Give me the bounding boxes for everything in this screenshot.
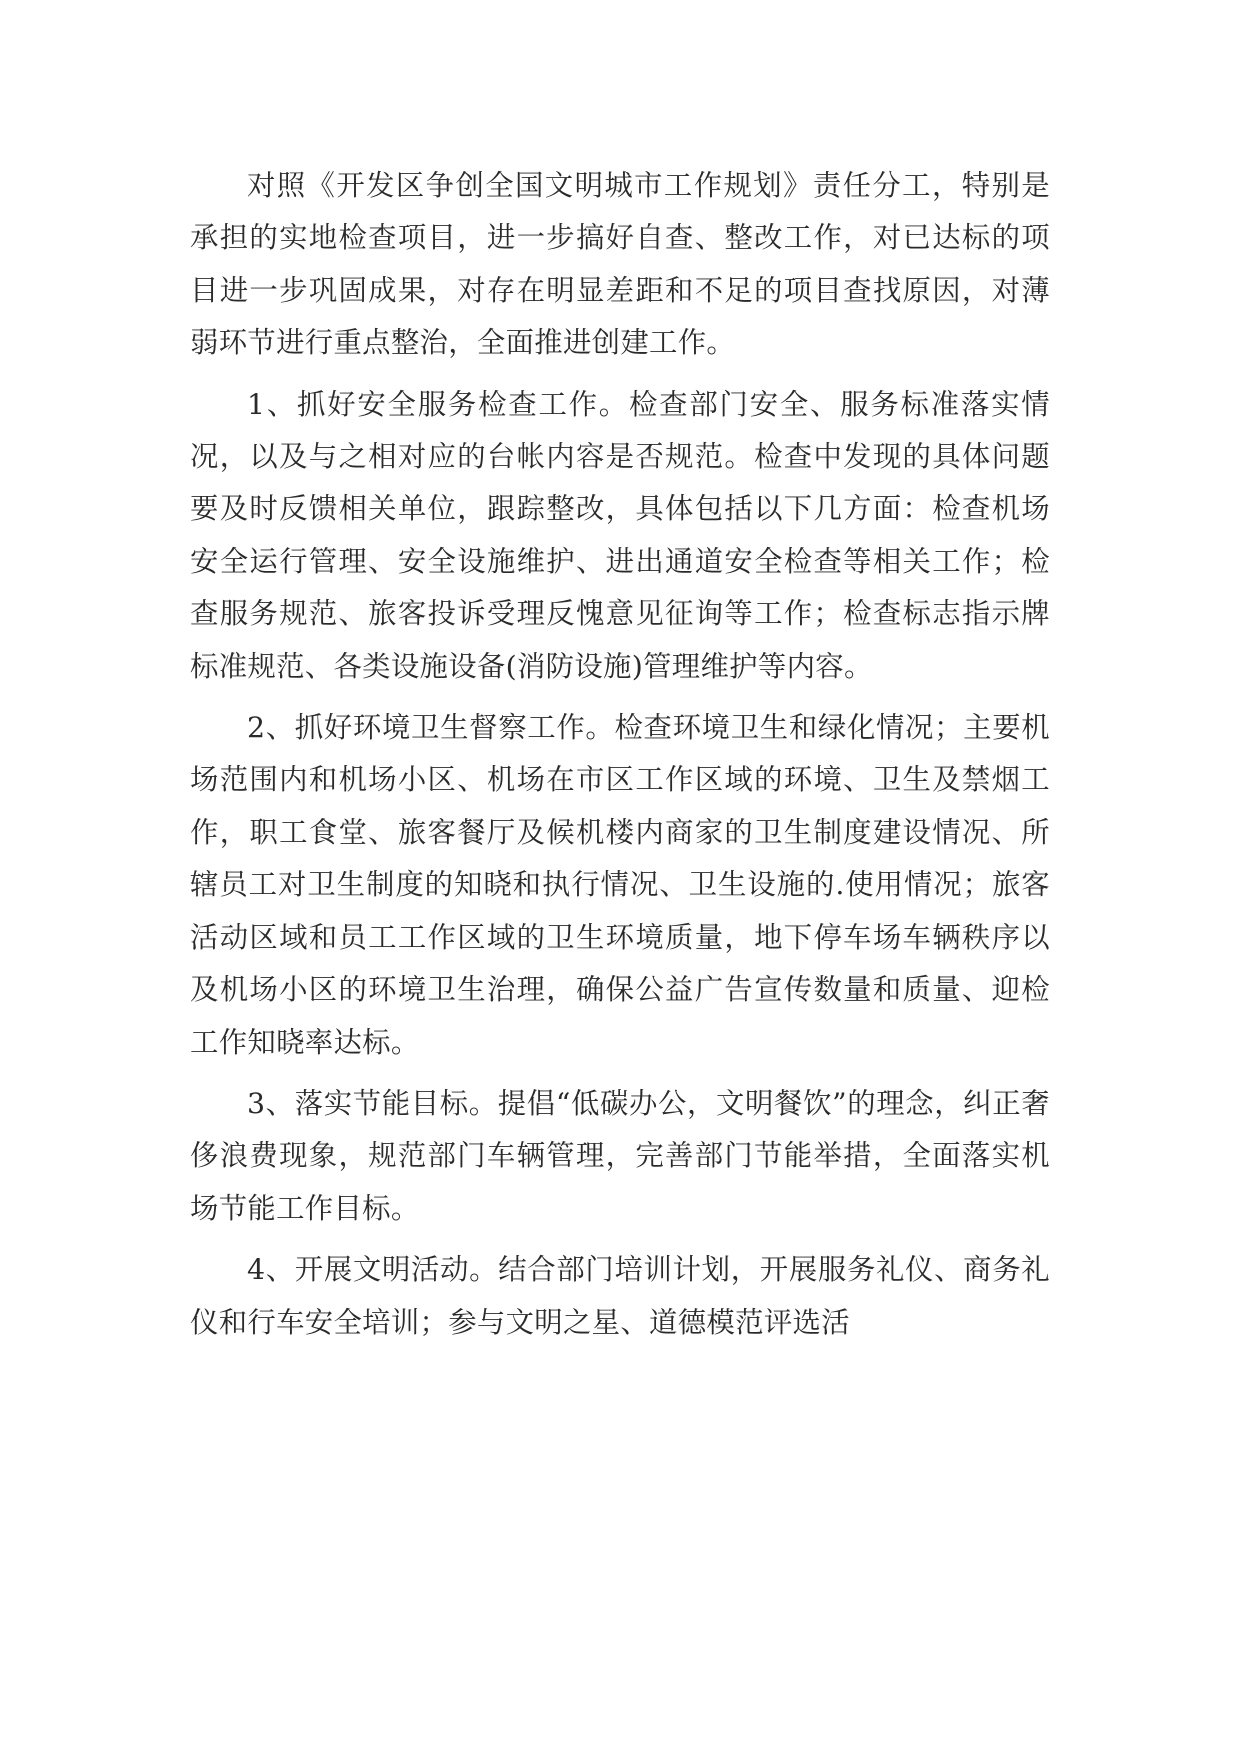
paragraph-safety-inspection: 1、抓好安全服务检查工作。检查部门安全、服务标准落实情况，以及与之相对应的台帐内容是否规范。检查中发现的具体问题要及时反馈相关单位，跟踪整改，具体包括以下几方面：检查机场安全运行管理、安全设施维护、进出通道安全检查等相关工作；检查服务规范、旅客投诉受理反愧意见征询等工作；检查标志指示牌标准规范、各类设施设备(消防设施)管理维护等内容。	[190, 387, 1050, 683]
paragraph-intro: 对照《开发区争创全国文明城市工作规划》责任分工，特别是承担的实地检查项目，进一步搞好自查、整改工作，对已达标的项目进一步巩固成果，对存在明显差距和不足的项目查找原因，对薄弱环节进行重点整治，全面推进创建工作。	[190, 169, 1050, 360]
paragraph-environment-hygiene: 2、抓好环境卫生督察工作。检查环境卫生和绿化情况；主要机场范围内和机场小区、机场在市区工作区域的环境、卫生及禁烟工作，职工食堂、旅客餐厅及候机楼内商家的卫生制度建设情况、所辖员工对卫生制度的知晓和执行情况、卫生设施的.使用情况；旅客活动区域和员工工作区域的卫生环境质量，地下停车场车辆秩序以及机场小区的环境卫生治理，确保公益广告宣传数量和质量、迎检工作知晓率达标。	[190, 711, 1050, 1059]
paragraph-energy-saving: 3、落实节能目标。提倡“低碳办公，文明餐饮”的理念，纠正奢侈浪费现象，规范部门车辆管理，完善部门节能举措，全面落实机场节能工作目标。	[190, 1086, 1050, 1225]
paragraph-civilization-activities: 4、开展文明活动。结合部门培训计划，开展服务礼仪、商务礼仪和行车安全培训；参与文明之星、道德模范评选活	[190, 1253, 1050, 1339]
document-body	[190, 160, 1050, 1358]
